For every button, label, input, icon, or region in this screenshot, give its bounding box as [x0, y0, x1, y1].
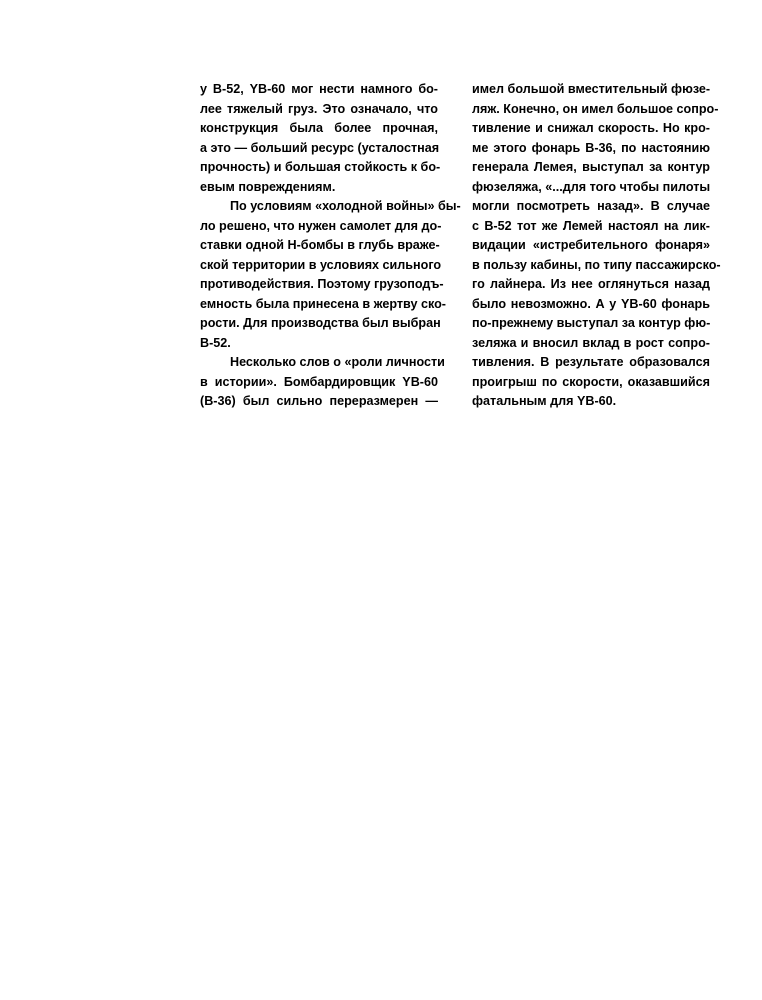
text-line: тивления. В результате образовался	[472, 355, 710, 369]
text-line: лее тяжелый груз. Это означало, что	[200, 101, 438, 116]
text-line: имел большой вместительный фюзе-	[472, 82, 711, 96]
text-line: ставки одной Н-бомбы в глубь враже-	[200, 238, 440, 252]
text-line: проигрыш по скорости, оказавшийся	[472, 374, 710, 389]
text-line: (В-36) был сильно переразмерен —	[200, 394, 438, 408]
text-line: было невозможно. А у YB-60 фонарь	[472, 296, 710, 311]
text-line: евым повреждениям.	[200, 179, 336, 194]
text-line: могли посмотреть назад». В случае	[472, 199, 710, 213]
text-line: ляж. Конечно, он имел большое сопро-	[472, 101, 719, 116]
text-line: генерала Лемея, выступал за контур	[472, 160, 710, 174]
text-line: зеляжа и вносил вклад в рост сопро-	[472, 335, 710, 350]
text-line: емность была принесена в жертву ско-	[200, 296, 447, 311]
text-line: видации «истребительного фонаря»	[472, 238, 710, 252]
text-line: противодействия. Поэтому грузоподъ-	[200, 277, 444, 291]
text-line: Несколько слов о «роли личности	[230, 355, 445, 369]
text-line: с В-52 тот же Лемей настоял на лик-	[472, 218, 710, 233]
text-line: ло решено, что нужен самолет для до-	[200, 218, 442, 233]
text-column-left	[200, 80, 461, 412]
text-line: ме этого фонарь В-36, по настоянию	[472, 140, 710, 155]
text-line: По условиям «холодной войны» бы-	[230, 199, 461, 213]
text-line: в истории». Бомбардировщик YB-60	[200, 374, 438, 389]
text-line: тивление и снижал скорость. Но кро-	[472, 121, 710, 135]
text-line: в пользу кабины, по типу пассажирско-	[472, 257, 721, 272]
text-column-right	[472, 80, 721, 412]
text-line: фюзеляжа, «...для того чтобы пилоты	[472, 179, 711, 194]
text-line: прочность) и большая стойкость к бо-	[200, 160, 441, 174]
text-line: рости. Для производства был выбран	[200, 316, 441, 330]
text-line: по-прежнему выступал за контур фю-	[472, 316, 711, 330]
text-line: фатальным для YB-60.	[472, 394, 617, 408]
text-line: у В-52, YB-60 мог нести намного бо-	[200, 82, 438, 96]
text-line: В-52.	[200, 335, 231, 350]
text-line: а это — больший ресурс (усталостная	[200, 140, 440, 155]
text-line: го лайнера. Из нее оглянуться назад	[472, 277, 710, 291]
text-line: ской территории в условиях сильного	[200, 257, 442, 272]
text-line: конструкция была более прочная,	[200, 121, 438, 135]
